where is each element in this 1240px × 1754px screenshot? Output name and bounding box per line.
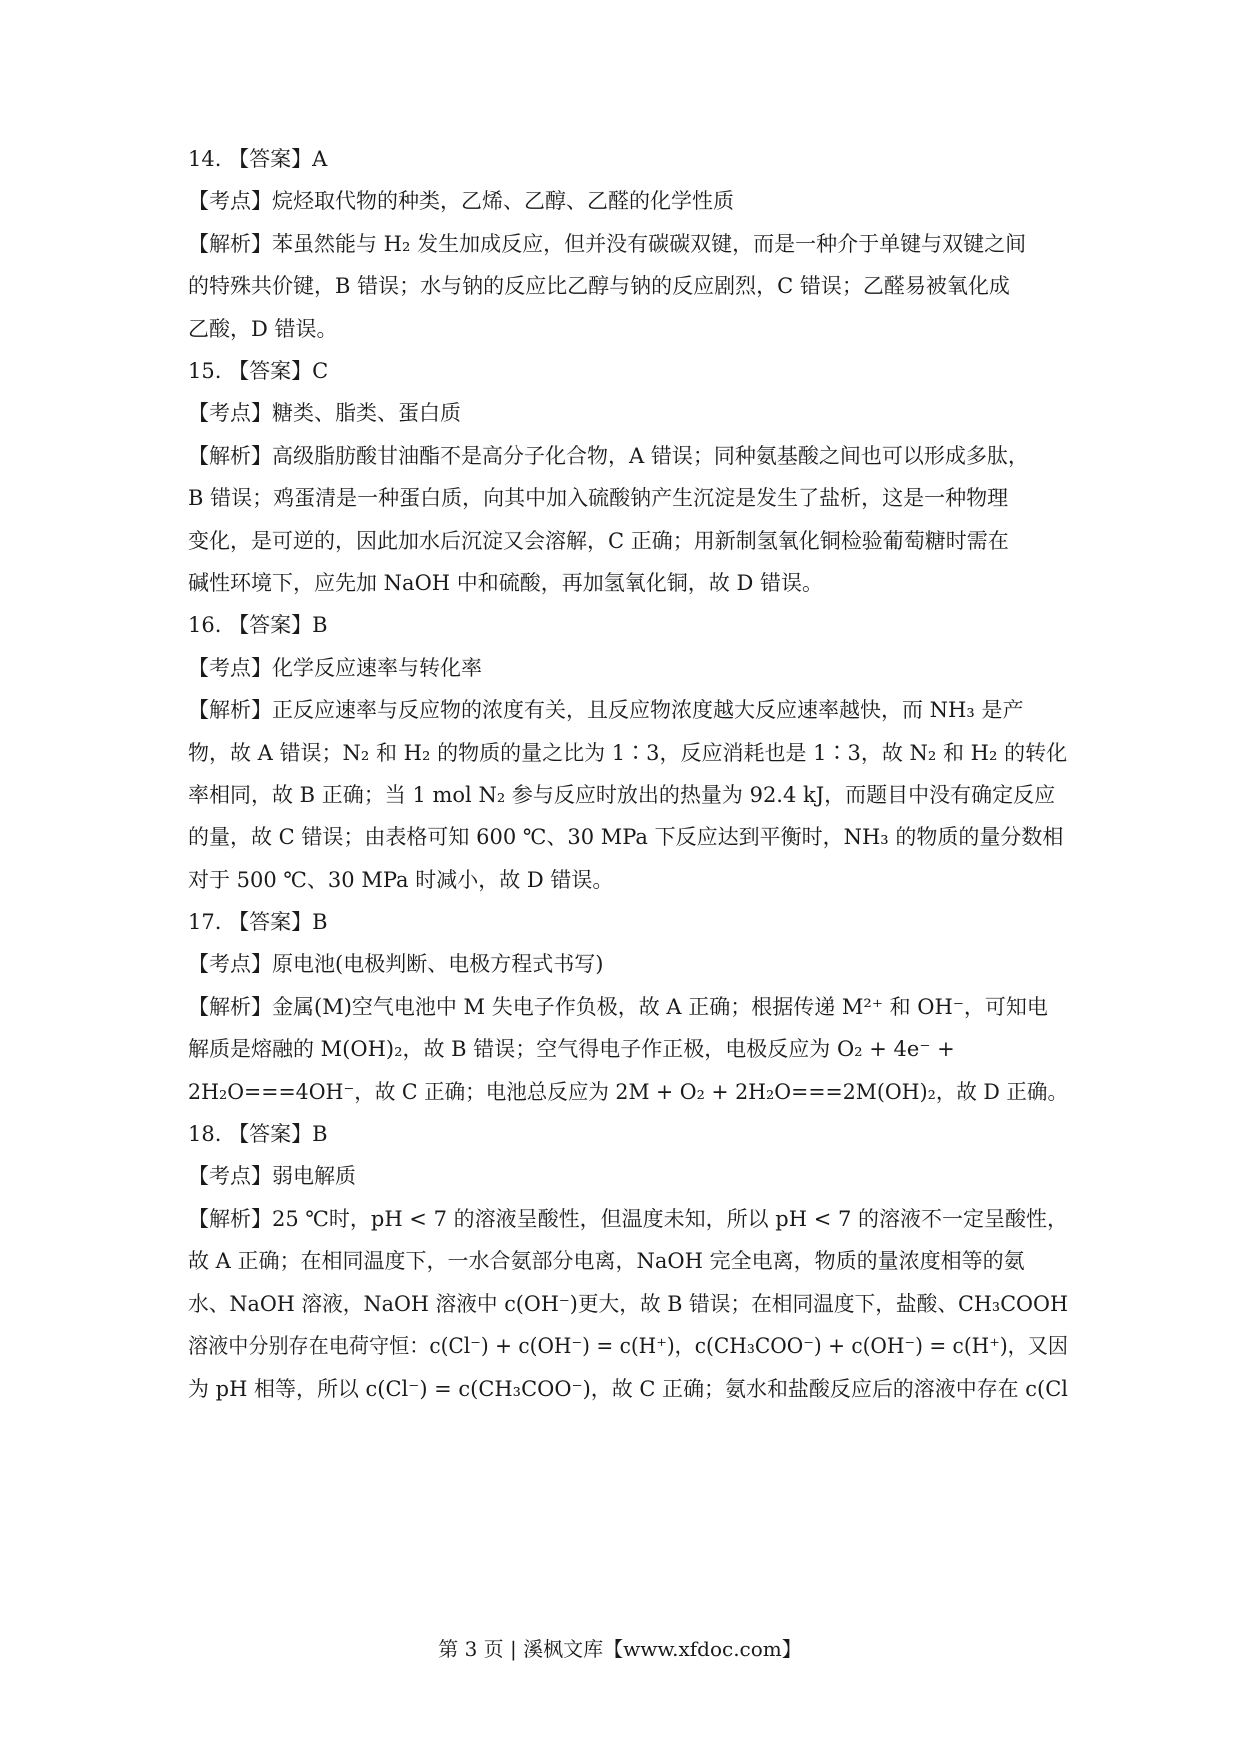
point-line-15: 【考点】糖类、脂类、蛋白质: [188, 401, 461, 425]
analysis-line: 【解析】25 ℃时，pH < 7 的溶液呈酸性，但温度未知，所以 pH < 7 的溶液不一定呈酸性，: [188, 1207, 1068, 1231]
analysis-line: 2H₂O===4OH⁻，故 C 正确；电池总反应为 2M + O₂ + 2H₂O===2M(OH)₂，故 D 正确。: [188, 1080, 1068, 1104]
answer-line-16: 16. 【答案】B: [188, 613, 328, 637]
answer-line-18: 18. 【答案】B: [188, 1122, 328, 1146]
answer-line-17: 17. 【答案】B: [188, 910, 328, 934]
analysis-line: 对于 500 ℃、30 MPa 时减小，故 D 错误。: [188, 868, 614, 892]
analysis-line: 【解析】高级脂肪酸甘油酯不是高分子化合物，A 错误；同种氨基酸之间也可以形成多肽，: [188, 444, 1029, 468]
point-line-18: 【考点】弱电解质: [188, 1164, 356, 1188]
analysis-line: 物，故 A 错误；N₂ 和 H₂ 的物质的量之比为 1∶3，反应消耗也是 1∶3，故 N₂ 和 H₂ 的转化: [188, 741, 1068, 765]
analysis-line: 故 A 正确；在相同温度下，一水合氨部分电离，NaOH 完全电离，物质的量浓度相等的氨: [188, 1249, 1025, 1273]
analysis-line: 率相同，故 B 正确；当 1 mol N₂ 参与反应时放出的热量为 92.4 kJ，而题目中没有确定反应: [188, 783, 1056, 807]
analysis-line: 解质是熔融的 M(OH)₂，故 B 错误；空气得电子作正极，电极反应为 O₂ + 4e⁻ +: [188, 1037, 955, 1061]
analysis-line: 【解析】苯虽然能与 H₂ 发生加成反应，但并没有碳碳双键，而是一种介于单键与双键之间: [188, 232, 1027, 256]
analysis-line: 【解析】正反应速率与反应物的浓度有关，且反应物浓度越大反应速率越快，而 NH₃ 是产: [188, 698, 1024, 722]
analysis-line: 的量，故 C 错误；由表格可知 600 ℃、30 MPa 下反应达到平衡时，NH₃ 的物质的量分数相: [188, 825, 1064, 849]
analysis-line: 的特殊共价键，B 错误；水与钠的反应比乙醇与钠的反应剧烈，C 错误；乙醛易被氧化成: [188, 274, 1010, 298]
analysis-line: 变化，是可逆的，因此加水后沉淀又会溶解，C 正确；用新制氢氧化铜检验葡萄糖时需在: [188, 529, 1009, 553]
analysis-line: 水、NaOH 溶液，NaOH 溶液中 c(OH⁻)更大，故 B 错误；在相同温度下，盐酸、CH₃COOH: [188, 1292, 1068, 1316]
analysis-line: 溶液中分别存在电荷守恒：c(Cl⁻) + c(OH⁻) = c(H⁺)，c(CH₃COO⁻) + c(OH⁻) = c(H⁺)，又因: [188, 1334, 1068, 1358]
answer-line-15: 15. 【答案】C: [188, 359, 329, 383]
analysis-line: B 错误；鸡蛋清是一种蛋白质，向其中加入硫酸钠产生沉淀是发生了盐析，这是一种物理: [188, 486, 1009, 510]
analysis-line: 【解析】金属(M)空气电池中 M 失电子作负极，故 A 正确；根据传递 M²⁺ 和 OH⁻，可知电: [188, 995, 1048, 1019]
analysis-line: 为 pH 相等，所以 c(Cl⁻) = c(CH₃COO⁻)，故 C 正确；氨水和盐酸反应后的溶液中存在 c(Cl: [188, 1377, 1068, 1401]
point-line-16: 【考点】化学反应速率与转化率: [188, 656, 482, 680]
footer-text: 第 3 页 | 溪枫文库【www.xfdoc.com】: [438, 1637, 802, 1661]
point-line-14: 【考点】烷烃取代物的种类，乙烯、乙醇、乙醛的化学性质: [188, 189, 734, 213]
analysis-line: 乙酸，D 错误。: [188, 317, 338, 341]
analysis-line: 碱性环境下，应先加 NaOH 中和硫酸，再加氢氧化铜，故 D 错误。: [188, 571, 823, 595]
point-line-17: 【考点】原电池(电极判断、电极方程式书写): [188, 952, 604, 976]
page-footer: [0, 1636, 1240, 1662]
answer-line-14: 14. 【答案】A: [188, 147, 328, 171]
